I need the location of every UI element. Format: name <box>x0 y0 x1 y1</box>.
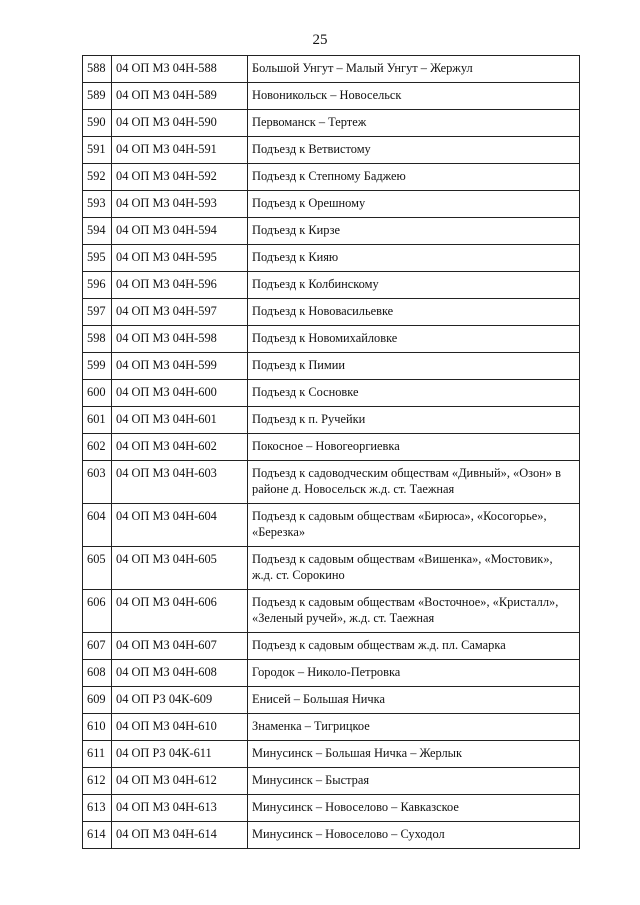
road-name-cell: Енисей – Большая Ничка <box>248 687 580 714</box>
road-code-cell: 04 ОП МЗ 04Н-591 <box>112 137 248 164</box>
row-number-cell: 603 <box>83 461 112 504</box>
row-number-cell: 597 <box>83 299 112 326</box>
table-row <box>83 633 580 660</box>
table-row <box>83 137 580 164</box>
roads-table-body <box>83 56 580 849</box>
row-number-cell: 611 <box>83 741 112 768</box>
road-name-cell: Подъезд к садовым обществам ж.д. пл. Самарка <box>248 633 580 660</box>
row-number-cell: 605 <box>83 547 112 590</box>
road-code-cell: 04 ОП МЗ 04Н-596 <box>112 272 248 299</box>
row-number-cell: 609 <box>83 687 112 714</box>
table-row <box>83 660 580 687</box>
road-code-cell: 04 ОП МЗ 04Н-593 <box>112 191 248 218</box>
road-code-cell: 04 ОП МЗ 04Н-588 <box>112 56 248 83</box>
road-code-cell: 04 ОП МЗ 04Н-597 <box>112 299 248 326</box>
road-name-cell: Подъезд к Кирзе <box>248 218 580 245</box>
road-name-cell: Новоникольск – Новосельск <box>248 83 580 110</box>
row-number-cell: 600 <box>83 380 112 407</box>
row-number-cell: 595 <box>83 245 112 272</box>
row-number-cell: 602 <box>83 434 112 461</box>
road-name-cell: Подъезд к садовым обществам «Восточное», «Кристалл», «Зеленый ручей», ж.д. ст. Таежная <box>248 590 580 633</box>
road-name-cell: Большой Унгут – Малый Унгут – Жержул <box>248 56 580 83</box>
road-name-cell: Покосное – Новогеоргиевка <box>248 434 580 461</box>
road-code-cell: 04 ОП МЗ 04Н-595 <box>112 245 248 272</box>
row-number-cell: 606 <box>83 590 112 633</box>
road-code-cell: 04 ОП МЗ 04Н-606 <box>112 590 248 633</box>
road-name-cell: Подъезд к Сосновке <box>248 380 580 407</box>
row-number-cell: 607 <box>83 633 112 660</box>
row-number-cell: 610 <box>83 714 112 741</box>
road-name-cell: Подъезд к Новомихайловке <box>248 326 580 353</box>
table-row <box>83 245 580 272</box>
row-number-cell: 588 <box>83 56 112 83</box>
table-row <box>83 56 580 83</box>
road-code-cell: 04 ОП МЗ 04Н-601 <box>112 407 248 434</box>
road-code-cell: 04 ОП МЗ 04Н-613 <box>112 795 248 822</box>
road-code-cell: 04 ОП МЗ 04Н-599 <box>112 353 248 380</box>
road-name-cell: Подъезд к Ветвистому <box>248 137 580 164</box>
road-name-cell: Подъезд к садовым обществам «Бирюса», «Косогорье», «Березка» <box>248 504 580 547</box>
road-name-cell: Подъезд к садоводческим обществам «Дивный», «Озон» в районе д. Новосельск ж.д. ст. Таежная <box>248 461 580 504</box>
road-code-cell: 04 ОП МЗ 04Н-600 <box>112 380 248 407</box>
road-name-cell: Подъезд к Пимии <box>248 353 580 380</box>
row-number-cell: 613 <box>83 795 112 822</box>
road-name-cell: Городок – Николо-Петровка <box>248 660 580 687</box>
table-row <box>83 687 580 714</box>
row-number-cell: 601 <box>83 407 112 434</box>
row-number-cell: 594 <box>83 218 112 245</box>
table-row <box>83 822 580 849</box>
road-name-cell: Подъезд к садовым обществам «Вишенка», «Мостовик», ж.д. ст. Сорокино <box>248 547 580 590</box>
road-code-cell: 04 ОП РЗ 04К-609 <box>112 687 248 714</box>
road-code-cell: 04 ОП МЗ 04Н-602 <box>112 434 248 461</box>
table-row <box>83 504 580 547</box>
table-row <box>83 326 580 353</box>
table-row <box>83 768 580 795</box>
row-number-cell: 592 <box>83 164 112 191</box>
row-number-cell: 596 <box>83 272 112 299</box>
table-row <box>83 434 580 461</box>
roads-table <box>82 55 580 849</box>
row-number-cell: 598 <box>83 326 112 353</box>
road-name-cell: Подъезд к п. Ручейки <box>248 407 580 434</box>
row-number-cell: 604 <box>83 504 112 547</box>
table-row <box>83 272 580 299</box>
table-row <box>83 741 580 768</box>
road-code-cell: 04 ОП РЗ 04К-611 <box>112 741 248 768</box>
road-code-cell: 04 ОП МЗ 04Н-614 <box>112 822 248 849</box>
row-number-cell: 590 <box>83 110 112 137</box>
table-row <box>83 714 580 741</box>
road-code-cell: 04 ОП МЗ 04Н-608 <box>112 660 248 687</box>
road-code-cell: 04 ОП МЗ 04Н-612 <box>112 768 248 795</box>
road-name-cell: Подъезд к Орешному <box>248 191 580 218</box>
road-name-cell: Минусинск – Новоселово – Кавказское <box>248 795 580 822</box>
road-code-cell: 04 ОП МЗ 04Н-607 <box>112 633 248 660</box>
road-name-cell: Подъезд к Кияю <box>248 245 580 272</box>
table-row <box>83 299 580 326</box>
road-name-cell: Подъезд к Степному Баджею <box>248 164 580 191</box>
row-number-cell: 599 <box>83 353 112 380</box>
row-number-cell: 608 <box>83 660 112 687</box>
road-code-cell: 04 ОП МЗ 04Н-589 <box>112 83 248 110</box>
road-name-cell: Знаменка – Тигрицкое <box>248 714 580 741</box>
row-number-cell: 589 <box>83 83 112 110</box>
road-code-cell: 04 ОП МЗ 04Н-610 <box>112 714 248 741</box>
road-code-cell: 04 ОП МЗ 04Н-605 <box>112 547 248 590</box>
road-code-cell: 04 ОП МЗ 04Н-598 <box>112 326 248 353</box>
road-name-cell: Подъезд к Колбинскому <box>248 272 580 299</box>
table-row <box>83 191 580 218</box>
table-row <box>83 547 580 590</box>
road-code-cell: 04 ОП МЗ 04Н-603 <box>112 461 248 504</box>
road-code-cell: 04 ОП МЗ 04Н-594 <box>112 218 248 245</box>
table-row <box>83 407 580 434</box>
table-row <box>83 353 580 380</box>
row-number-cell: 591 <box>83 137 112 164</box>
table-row <box>83 590 580 633</box>
road-code-cell: 04 ОП МЗ 04Н-590 <box>112 110 248 137</box>
page-number: 25 <box>312 32 328 48</box>
table-row <box>83 83 580 110</box>
table-row <box>83 110 580 137</box>
row-number-cell: 614 <box>83 822 112 849</box>
road-name-cell: Подъезд к Нововасильевке <box>248 299 580 326</box>
road-name-cell: Минусинск – Новоселово – Суходол <box>248 822 580 849</box>
road-name-cell: Первоманск – Тертеж <box>248 110 580 137</box>
table-row <box>83 218 580 245</box>
road-name-cell: Минусинск – Быстрая <box>248 768 580 795</box>
row-number-cell: 593 <box>83 191 112 218</box>
table-row <box>83 795 580 822</box>
table-row <box>83 461 580 504</box>
table-row <box>83 164 580 191</box>
table-row <box>83 380 580 407</box>
road-code-cell: 04 ОП МЗ 04Н-592 <box>112 164 248 191</box>
road-name-cell: Минусинск – Большая Ничка – Жерлык <box>248 741 580 768</box>
row-number-cell: 612 <box>83 768 112 795</box>
road-code-cell: 04 ОП МЗ 04Н-604 <box>112 504 248 547</box>
